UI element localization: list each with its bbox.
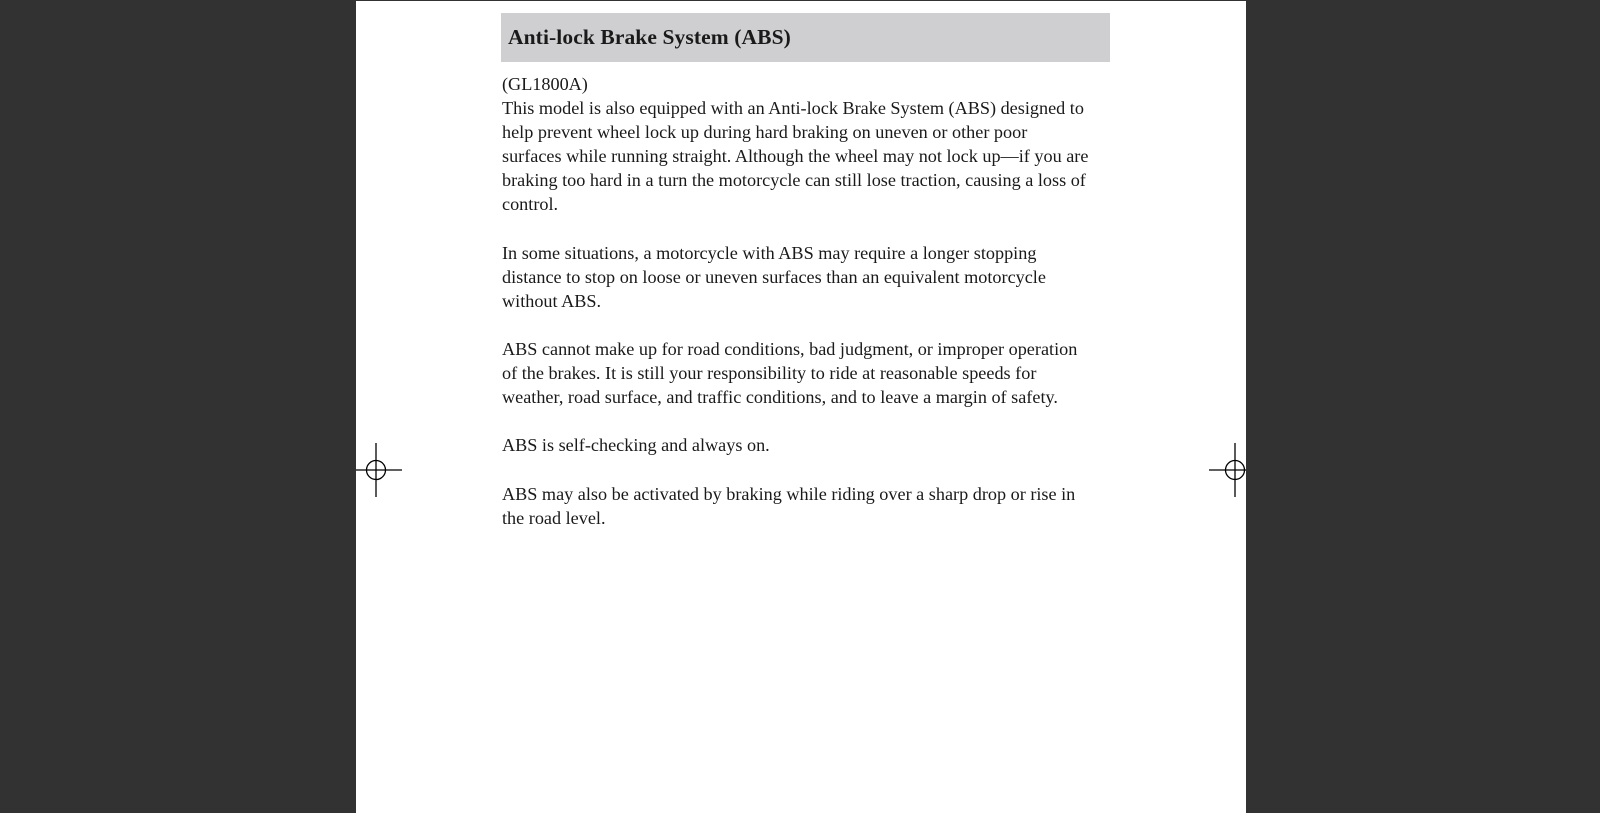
text-line: braking too hard in a turn the motorcycle can still lose traction, causing a loss of bbox=[502, 170, 1086, 191]
section-heading: Anti-lock Brake System (ABS) bbox=[508, 25, 791, 49]
crosshair-icon bbox=[1209, 443, 1259, 497]
crosshair-icon bbox=[356, 443, 406, 497]
text-line: the road level. bbox=[502, 507, 606, 528]
text-line: distance to stop on loose or uneven surfaces than an equivalent motorcycle bbox=[502, 266, 1046, 287]
paragraph-1 bbox=[502, 72, 1114, 217]
section-body bbox=[502, 72, 1114, 554]
paragraph-4 bbox=[502, 433, 1114, 457]
text-line: without ABS. bbox=[502, 290, 602, 311]
paragraph-2 bbox=[502, 241, 1114, 313]
text-line: ABS may also be activated by braking while riding over a sharp drop or rise in bbox=[502, 483, 1076, 504]
text-line: control. bbox=[502, 194, 559, 215]
model-tag: (GL1800A) bbox=[502, 74, 588, 94]
text-line: help prevent wheel lock up during hard braking on uneven or other poor bbox=[502, 122, 1028, 143]
text-line: weather, road surface, and traffic conditions, and to leave a margin of safety. bbox=[502, 387, 1058, 408]
text-line: This model is also equipped with an Anti-lock Brake System (ABS) designed to bbox=[502, 98, 1084, 119]
text-line: surfaces while running straight. Although the wheel may not lock up—if you are bbox=[502, 146, 1089, 167]
paragraph-3 bbox=[502, 337, 1114, 409]
text-line: ABS is self-checking and always on. bbox=[502, 435, 770, 456]
text-line: In some situations, a motorcycle with ABS may require a longer stopping bbox=[502, 242, 1037, 263]
paragraph-5 bbox=[502, 482, 1114, 530]
document-page[interactable] bbox=[356, 1, 1246, 813]
text-line: of the brakes. It is still your responsibility to ride at reasonable speeds for bbox=[502, 363, 1037, 384]
text-line: ABS cannot make up for road conditions, bad judgment, or improper operation bbox=[502, 339, 1078, 360]
section-heading-bar bbox=[501, 13, 1110, 62]
